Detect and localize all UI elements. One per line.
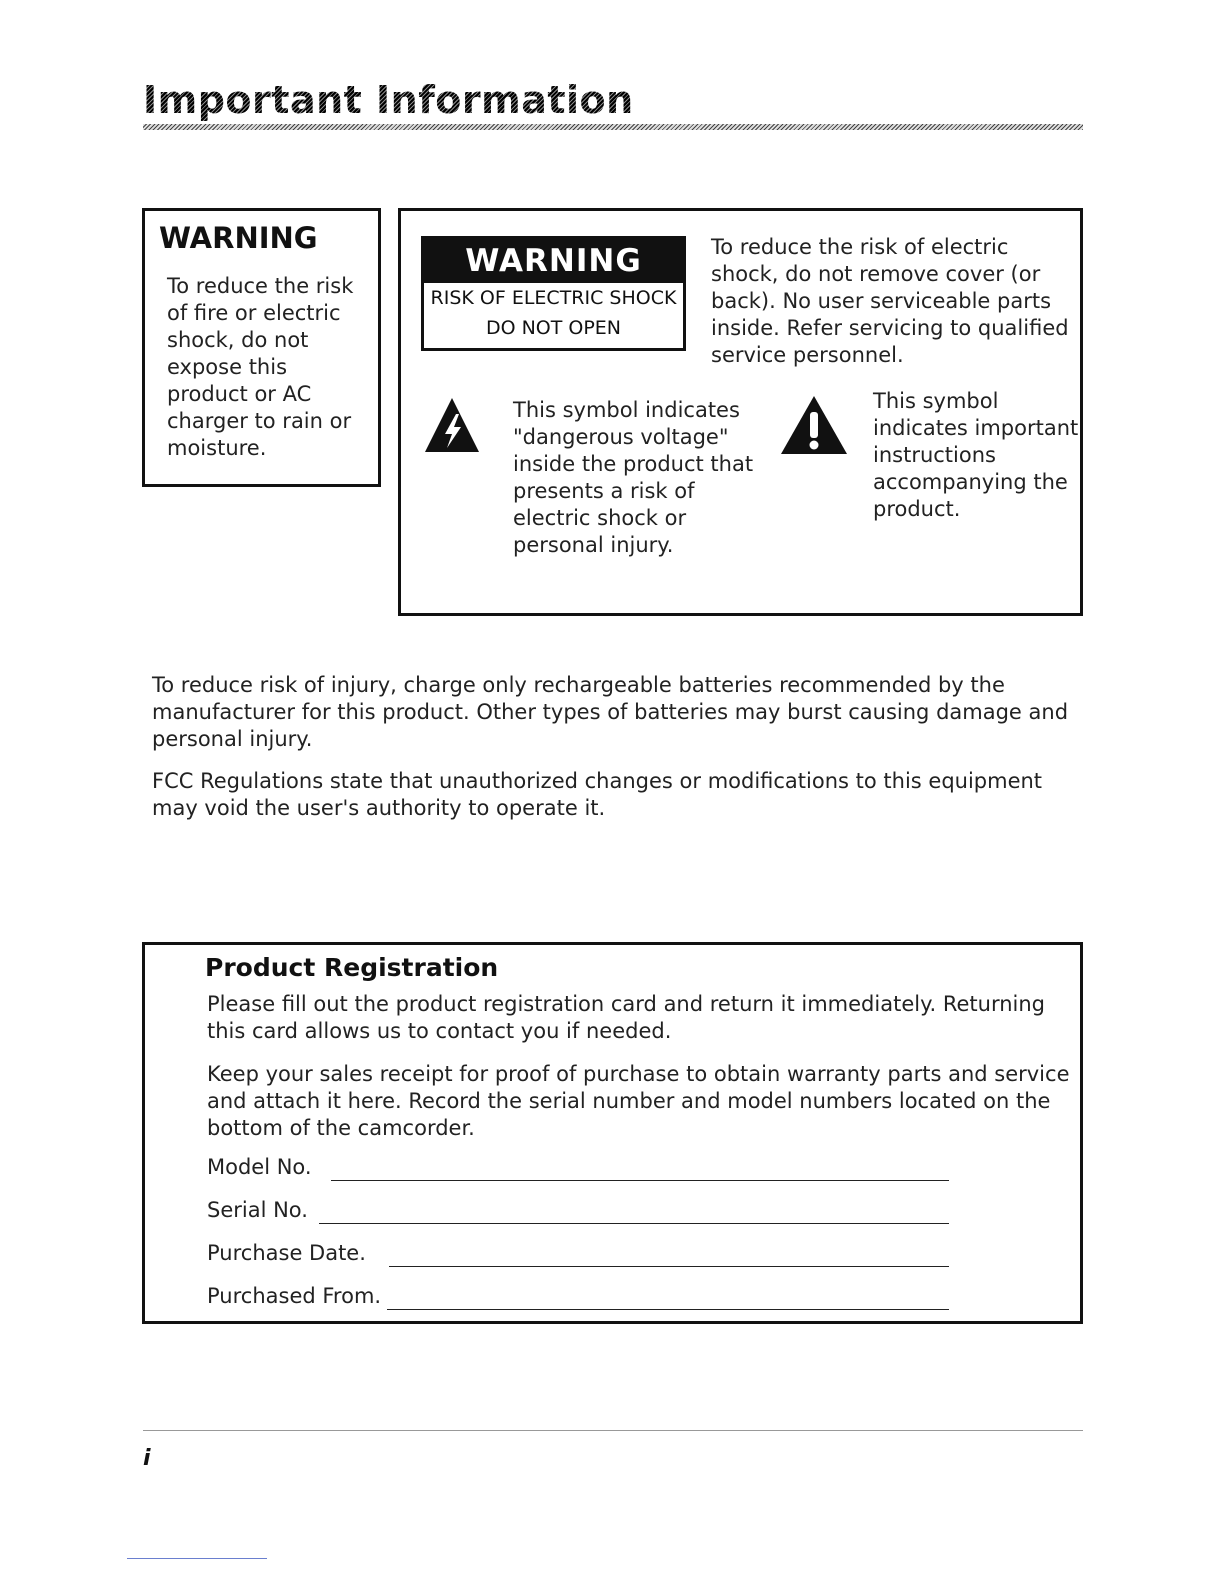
electric-shock-warning-box <box>398 208 1083 616</box>
serial-number-line[interactable] <box>319 1223 949 1224</box>
title-underline <box>143 124 1083 130</box>
warning-heading: WARNING <box>159 221 318 255</box>
warning-label-line-2: DO NOT OPEN <box>485 317 622 339</box>
model-number-field[interactable] <box>207 1155 949 1185</box>
receipt-instructions: Keep your sales receipt for proof of purchase to obtain warranty parts and service and attach it here. Record the serial number and model numbers located on the bottom of the camcorder. <box>207 1062 1070 1140</box>
purchased-from-field[interactable] <box>207 1284 949 1314</box>
voltage-symbol-text: This symbol indicates "dangerous voltage" inside the product that presents a risk of electric shock or personal injury. <box>513 398 754 557</box>
battery-warning-text: To reduce risk of injury, charge only rechargeable batteries recommended by the manufacturer for this product. Other types of batteries may burst causing damage and personal injury. <box>152 673 1069 751</box>
instructions-symbol-text: This symbol indicates important instructions accompanying the product. <box>873 389 1079 521</box>
bottom-divider <box>127 1558 267 1559</box>
exclamation-warning-icon <box>779 394 849 456</box>
fcc-regulation-text: FCC Regulations state that unauthorized changes or modifications to this equipment may void the user's authority to operate it. <box>152 769 1043 820</box>
footer-rule <box>143 1430 1083 1431</box>
page-number: i <box>143 1446 151 1471</box>
purchased-from-label: Purchased From. <box>207 1284 382 1308</box>
model-number-label: Model No. <box>207 1155 312 1179</box>
purchase-date-line[interactable] <box>389 1266 949 1267</box>
registration-title: Product Registration <box>205 953 499 982</box>
model-number-line[interactable] <box>331 1180 949 1181</box>
serial-number-label: Serial No. <box>207 1198 308 1222</box>
warning-banner: WARNING <box>424 239 683 283</box>
purchase-date-label: Purchase Date. <box>207 1241 366 1265</box>
serial-number-field[interactable] <box>207 1198 949 1228</box>
page-title: Important Information <box>143 78 634 122</box>
registration-instructions: Please fill out the product registration card and return it immediately. Returning this card allows us to contact you if needed. <box>207 992 1046 1043</box>
warning-label-line-1: RISK OF ELECTRIC SHOCK <box>430 287 677 309</box>
product-registration-box <box>142 942 1083 1324</box>
shock-instruction-text: To reduce the risk of electric shock, do not remove cover (or back). No user serviceable parts inside. Refer servicing to qualified service personnel. <box>711 235 1069 367</box>
fire-shock-warning-box <box>142 208 381 487</box>
lightning-warning-icon <box>423 396 481 454</box>
purchase-date-field[interactable] <box>207 1241 949 1271</box>
warning-label <box>421 236 686 351</box>
purchased-from-line[interactable] <box>387 1309 949 1310</box>
warning-text: To reduce the risk of fire or electric shock, do not expose this product or AC charger to rain or moisture. <box>167 274 354 460</box>
